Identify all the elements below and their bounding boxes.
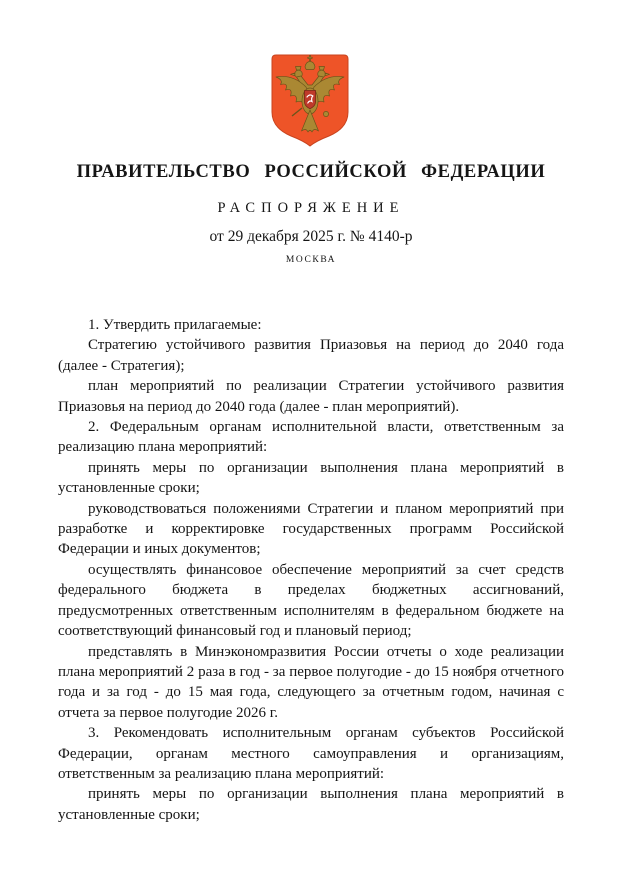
document-paragraph: 3. Рекомендовать исполнительным органам субъектов Российской Федерации, органам местного самоуправления и организациям, ответственным за реализацию плана мероприятий: [58, 725, 564, 782]
document-paragraph: представлять в Минэкономразвития России отчеты о ходе реализации плана мероприятий 2 раза в год - за первое полугодие - до 15 ноября отчетного года и за год - до 15 мая года, следующего за отчетным годом, начиная с отчета за первое полугодие 2026 г. [58, 643, 564, 721]
document-paragraph: 1. Утвердить прилагаемые: [88, 317, 262, 333]
doc-type-title: РАСПОРЯЖЕНИЕ [217, 200, 405, 216]
document-paragraph: 2. Федеральным органам исполнительной власти, ответственным за реализацию плана мероприятий: [58, 419, 564, 456]
doc-city: МОСКВА [285, 255, 337, 265]
document-paragraph: план мероприятий по реализации Стратегии устойчивого развития Приазовья на период до 2040 года (далее - план мероприятий). [58, 378, 564, 415]
document-paragraph: руководствоваться положениями Стратегии и планом мероприятий при разработке и корректировке государственных программ Российской Федерации и иных документов; [58, 500, 564, 558]
document-body [58, 315, 564, 825]
document-paragraph: осуществлять финансовое обеспечение мероприятий за счет средств федерального бюджета в пределах бюджетных ассигнований, предусмотренных ответственным исполнителям в федеральном бюджете на соответствующий финансовый год и плановый период; [58, 561, 564, 640]
document-paragraph: принять меры по организации выполнения плана мероприятий в установленные сроки; [58, 786, 564, 823]
doc-date-number: от 29 декабря 2025 г. № 4140-р [209, 228, 413, 245]
document-paragraph: принять меры по организации выполнения плана мероприятий в установленные сроки; [58, 459, 564, 497]
org-title: ПРАВИТЕЛЬСТВО РОССИЙСКОЙ ФЕДЕРАЦИИ [76, 162, 546, 182]
document-paragraph: Стратегию устойчивого развития Приазовья на период до 2040 года (далее - Стратегия); [58, 337, 564, 374]
russia-coat-of-arms-icon [265, 52, 355, 148]
